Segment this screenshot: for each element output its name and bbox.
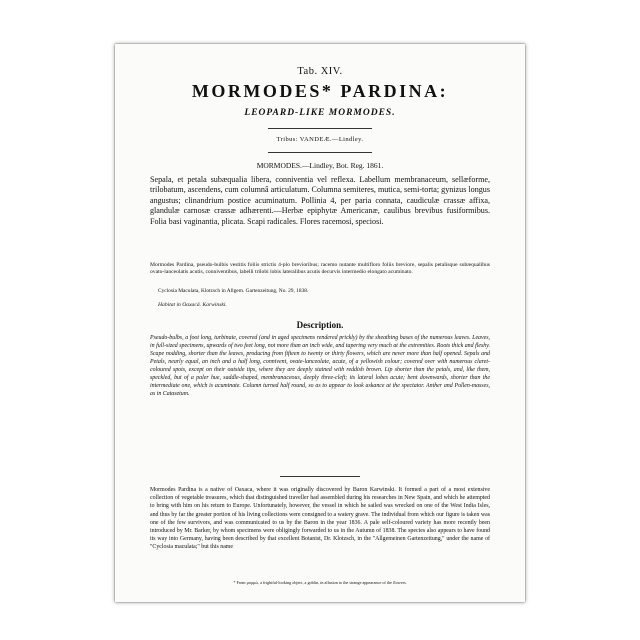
- plate-title: MORMODES* PARDINA:: [191, 81, 449, 101]
- description-body: Pseudo-bulbs, a foot long, turbinate, covered (and in aged specimens rendered prickly) by the sheathing bases of the numerous leaves. Leaves, in full-sized specimens, upwards of two feet long, not more than an inch wide, and tapering very much at the extremities. Roots thick and fleshy. Scape nodding, shorter than the leaves, producing from fifteen to twenty or thirty flowers, which are never more than half opened. Sepals and Petals, nearly equal, an inch and a half long, connivent, ovate-lanceolate, acute, of a yellowish colour; covered over with numerous claret-coloured spots, except on their outside tips, where they are deeply stained with reddish brown. Lip shorter than the petals, and, like them, speckled, but of a paler hue, saddle-shaped, membranaceous, deeply three-cleft; its lateral lobes acute; bent downwards, shorter than the intermediate one, which is acuminate. Column turned half round, so as to appear to look askance at the spectator. Anther and Pollen-masses, as in Catasetum.: [150, 335, 490, 397]
- genus-heading: MORMODES.—Lindley, Bot. Reg. 1861.: [256, 161, 384, 170]
- plate-number: Tab. XIV.: [297, 66, 343, 77]
- synonym-reference: Cyclosia Maculata, Klotzsch in Allgem. Gartenzeitung, No. 29, 1838.: [158, 288, 309, 294]
- species-description: Mormodes Pardina, pseudo-bulbis vestitis foliis strictis 4-plo brevioribus; racemo nutante multifloro foliis breviore, sepalis petalisque subæqualibus ovato-lanceolatis acutis, conniventibus, labelli trilobi lobis lateralibus acutis decurvis intermedio elongato acuminato.: [150, 262, 490, 276]
- print-sheet: [115, 44, 525, 602]
- footnote: * From μορμώ, a frightful-looking object, a goblin, in allusion to the strange appearance of the flowers.: [233, 580, 407, 585]
- divider-rule: [268, 128, 372, 129]
- narrative-text: Mormodes Pardina is a native of Oaxaca, where it was originally discovered by Baron Karwinski. It formed a part of a most extensive collection of vegetable treasures, which that distinguished traveller had assembled during his researches in New Spain, and which he attempted to bring with him on his return to Europe. Unfortunately, however, the vessel in which he sailed was wrecked on one of the West India Isles, and thus by far the greater portion of his living collections were consigned to a watery grave. The individual from which our figure is taken was one of the few survivors, and was communicated to us by the Baron in the year 1836. A pale self-coloured variety has more recently been introduced by Mr. Barker, by whom specimens were obligingly forwarded to us in the Autumn of 1838. The species also appears to have found its way into Germany, having been described by that excellent Botanist, Dr. Klotzsch, in the "Allgemeinen Gartenzeitung," under the name of "Cyclosia maculata;" but this name: [150, 487, 490, 551]
- description-heading: Description.: [296, 320, 344, 330]
- divider-rule: [280, 476, 360, 477]
- genus-description: Sepala, et petala subæqualia libera, conniventia vel reflexa. Labellum membranaceum, sellæforme, trilobatum, ascendens, cum columnâ articulatum. Columna semiteres, mutica, semi-torta; gynizus longus angustus; clinandrium postice acuminatum. Pollinia 4, per paria connata, caudiculæ crassæ affixa, glandulæ carnosæ crassæ adhærenti.—Herbæ epiphytæ Americanæ, caulibus brevibus fusiformibus. Folia basi vaginantia, plicata. Scapi radicales. Flores racemosi, speciosi.: [150, 175, 490, 226]
- divider-rule: [268, 152, 372, 153]
- plate-subtitle: LEOPARD-LIKE MORMODES.: [244, 108, 396, 118]
- tribus-line: Tribus: VANDEÆ.—Lindley.: [276, 136, 364, 143]
- habitat-line: Habitat in Oaxacâ. Karwinski.: [158, 302, 227, 308]
